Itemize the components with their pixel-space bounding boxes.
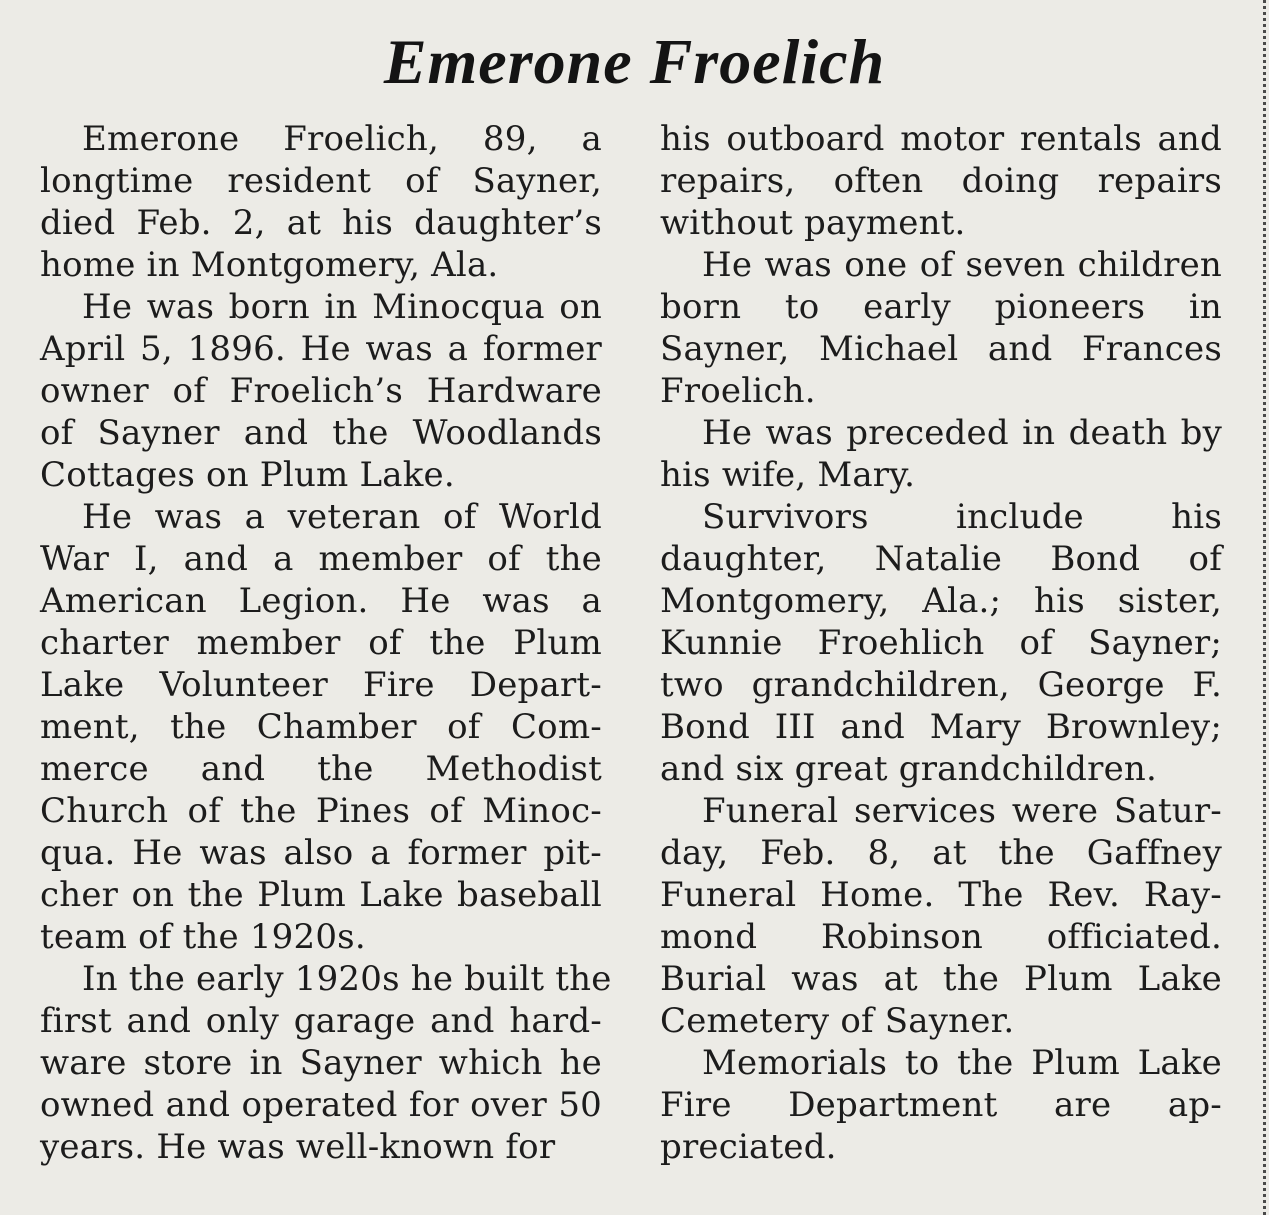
- text-line: He was a veteran of World: [82, 497, 602, 537]
- text-line: Church of the Pines of Minoc-: [40, 791, 602, 831]
- text-line: and six great grandchildren.: [660, 749, 1158, 789]
- text-line: his wife, Mary.: [660, 455, 916, 495]
- text-line: Memorials to the Plum Lake: [702, 1043, 1222, 1083]
- obituary-paragraph: [660, 790, 1222, 1042]
- text-line: owned and operated for over 50: [40, 1085, 602, 1125]
- dotted-cut-border: [1263, 0, 1266, 1215]
- text-line: Cottages on Plum Lake.: [40, 455, 455, 495]
- text-line: Kunnie Froehlich of Sayner;: [660, 623, 1222, 663]
- obituary-paragraph: [660, 244, 1222, 412]
- obituary-paragraph: [40, 958, 612, 1168]
- text-line: ment, the Chamber of Com-: [40, 707, 602, 747]
- text-line: owner of Froelich’s Hardware: [40, 371, 602, 411]
- text-line: day, Feb. 8, at the Gaffney: [660, 833, 1222, 873]
- text-line: Lake Volunteer Fire Depart-: [40, 665, 602, 705]
- text-line: without payment.: [660, 203, 966, 243]
- obituary-paragraph: [40, 496, 602, 958]
- left-text-column: [40, 118, 612, 1168]
- obituary-paragraph: [660, 496, 1222, 790]
- obituary-paragraph: [660, 118, 1222, 244]
- obituary-paragraph: [660, 412, 1222, 496]
- text-line: He was born in Minocqua on: [82, 287, 602, 327]
- text-line: home in Montgomery, Ala.: [40, 245, 499, 285]
- text-line: Burial was at the Plum Lake: [660, 959, 1222, 999]
- text-line: Cemetery of Sayner.: [660, 1001, 1015, 1041]
- obituary-paragraph: [660, 1042, 1222, 1168]
- obituary-paragraph: [40, 286, 602, 496]
- text-line: longtime resident of Sayner,: [40, 161, 602, 201]
- text-line: qua. He was also a former pit-: [40, 833, 602, 873]
- text-line: two grandchildren, George F.: [660, 665, 1222, 705]
- text-line: daughter, Natalie Bond of: [660, 539, 1222, 579]
- text-line: his outboard motor rentals and: [660, 119, 1222, 159]
- text-line: of Sayner and the Woodlands: [40, 413, 602, 453]
- obituary-headline: Emerone Froelich: [383, 26, 886, 97]
- text-line: born to early pioneers in: [660, 287, 1222, 327]
- text-line: repairs, often doing repairs: [660, 161, 1222, 201]
- text-line: He was one of seven children: [702, 245, 1222, 285]
- text-line: ware store in Sayner which he: [40, 1043, 602, 1083]
- text-line: Bond III and Mary Brownley;: [660, 707, 1222, 747]
- right-text-column: [660, 118, 1222, 1168]
- text-line: team of the 1920s.: [40, 917, 366, 957]
- text-line: Sayner, Michael and Frances: [660, 329, 1222, 369]
- text-line: Funeral Home. The Rev. Ray-: [660, 875, 1222, 915]
- text-line: Froelich.: [660, 371, 816, 411]
- obituary-paragraph: [40, 118, 602, 286]
- text-line: merce and the Methodist: [40, 749, 602, 789]
- text-line: first and only garage and hard-: [40, 1001, 602, 1041]
- text-line: War I, and a member of the: [40, 539, 602, 579]
- text-line: died Feb. 2, at his daughter’s: [40, 203, 602, 243]
- text-line: Funeral services were Satur-: [702, 791, 1222, 831]
- text-line: years. He was well-known for: [40, 1127, 556, 1167]
- text-line: He was preceded in death by: [702, 413, 1222, 453]
- text-line: April 5, 1896. He was a former: [40, 329, 602, 369]
- text-line: mond Robinson officiated.: [660, 917, 1222, 957]
- text-line: Fire Department are ap-: [660, 1085, 1222, 1125]
- text-line: charter member of the Plum: [40, 623, 602, 663]
- text-line: Emerone Froelich, 89, a: [82, 119, 602, 159]
- text-line: preciated.: [660, 1127, 837, 1167]
- text-line: American Legion. He was a: [40, 581, 602, 621]
- text-line: Montgomery, Ala.; his sister,: [660, 581, 1222, 621]
- text-line: Survivors include his: [702, 497, 1222, 537]
- text-line: In the early 1920s he built the: [82, 959, 612, 999]
- text-line: cher on the Plum Lake baseball: [40, 875, 602, 915]
